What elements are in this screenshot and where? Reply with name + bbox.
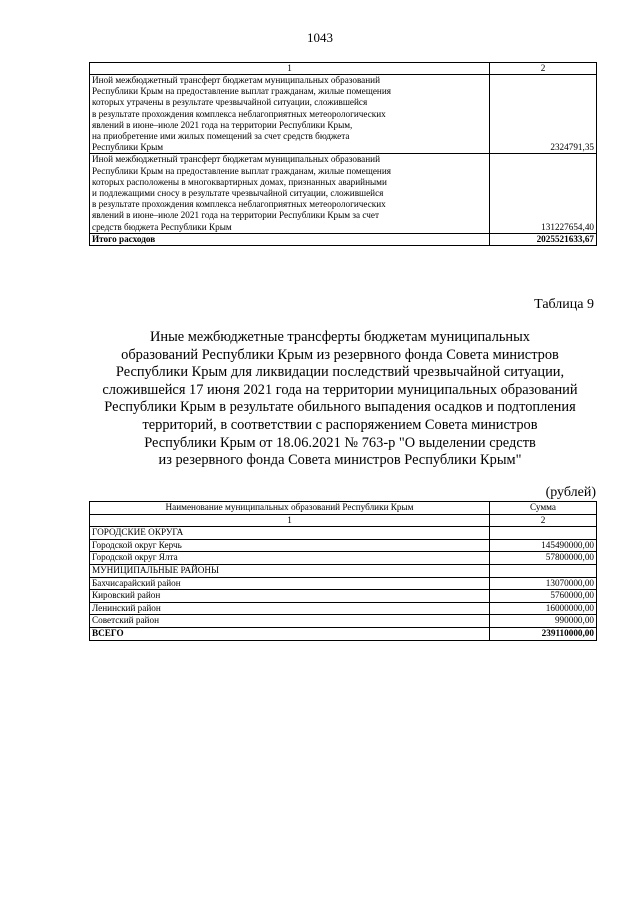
row-value: 5760000,00 [490, 590, 597, 603]
row-name: Ленинский район [90, 602, 490, 615]
description-line: Иной межбюджетный трансферт бюджетам муниципальных образований [92, 154, 380, 165]
table-header-row [90, 502, 597, 515]
table-number-row [90, 514, 597, 527]
heading-line: Республики Крым для ликвидации последствий чрезвычайной ситуации, [115, 364, 565, 381]
table-row [90, 552, 597, 565]
table-header-row [90, 63, 597, 75]
heading-line: Республики Крым в результате обильного выпадения осадков и подтопления [104, 399, 576, 416]
row-value: 57800000,00 [490, 552, 597, 565]
description-line: Иной межбюджетный трансферт бюджетам муниципальных образований [92, 75, 380, 85]
column-number-1: 1 [90, 63, 490, 75]
table-row [90, 154, 597, 233]
description-line: Республики Крым на предоставление выплат гражданам, жилые помещения [92, 165, 391, 176]
heading-line: из резервного фонда Совета министров Республики Крым" [158, 452, 522, 469]
description-line: средств бюджета Республики Крым [92, 221, 232, 232]
description-line: и подлежащими сносу в результате чрезвычайной ситуации, сложившейся [92, 188, 384, 199]
row-name: Городской округ Керчь [90, 539, 490, 552]
section-row [90, 527, 597, 540]
description-line: которых утрачены в результате чрезвычайной ситуации, сложившейся [92, 97, 368, 108]
description-line: явлений в июне–июле 2021 года на территории Республики Крым, [92, 119, 353, 130]
table-row [90, 539, 597, 552]
description-line: явлений в июне–июле 2021 года на территории Республики Крым за счет [92, 210, 379, 221]
description-line: в результате прохождения комплекса неблагоприятных метеорологических [92, 199, 386, 210]
table-row [90, 602, 597, 615]
heading-line: территорий, в соответствии с распоряжением Совета министров [142, 416, 538, 433]
column-number-1: 1 [90, 514, 490, 527]
row-value [490, 527, 597, 540]
row-value: 2324791,35 [490, 75, 597, 154]
row-name: Советский район [90, 615, 490, 628]
table-label: Таблица 9 [534, 297, 594, 312]
total-row [90, 627, 597, 640]
page-number: 1043 [307, 30, 333, 45]
column-number-2: 2 [490, 63, 597, 75]
description-line: Республики Крым [92, 142, 164, 153]
heading-line: образований Республики Крым из резервного фонда Совета министров [121, 346, 559, 363]
units-label: (рублей) [545, 485, 596, 500]
description-line: которых расположены в многоквартирных домах, признанных аварийными [92, 176, 387, 187]
description-line: Республики Крым на предоставление выплат гражданам, жилые помещения [92, 86, 391, 97]
column-number-2: 2 [490, 514, 597, 527]
table-row [90, 615, 597, 628]
row-description [90, 154, 490, 233]
row-name: ГОРОДСКИЕ ОКРУГА [90, 527, 490, 540]
section-row [90, 564, 597, 577]
row-value: 131227654,40 [490, 154, 597, 233]
heading-line: Республики Крым от 18.06.2021 № 763-р "О выделении средств [144, 434, 536, 451]
row-value [490, 564, 597, 577]
row-value: 990000,00 [490, 615, 597, 628]
table-row [90, 590, 597, 603]
row-name: Городской округ Ялта [90, 552, 490, 565]
column-header-sum: Сумма [490, 502, 597, 515]
heading-line: сложившейся 17 июня 2021 года на территории муниципальных образований [102, 381, 578, 398]
total-label: ВСЕГО [90, 627, 490, 640]
column-header-name: Наименование муниципальных образований Республики Крым [90, 502, 490, 515]
row-value: 16000000,00 [490, 602, 597, 615]
table-heading [80, 329, 600, 470]
total-value: 2025521633,67 [490, 233, 597, 245]
total-label: Итого расходов [90, 233, 490, 245]
total-value: 239110000,00 [490, 627, 597, 640]
heading-line: Иные межбюджетные трансферты бюджетам муниципальных [149, 329, 530, 345]
table-row [90, 577, 597, 590]
row-value: 145490000,00 [490, 539, 597, 552]
table-row [90, 75, 597, 154]
row-description [90, 75, 490, 154]
description-line: в результате прохождения комплекса неблагоприятных метеорологических [92, 108, 386, 119]
row-name: МУНИЦИПАЛЬНЫЕ РАЙОНЫ [90, 564, 490, 577]
row-value: 13070000,00 [490, 577, 597, 590]
total-row [90, 233, 597, 245]
expenses-table [89, 62, 597, 246]
description-line: на приобретение ими жилых помещений за счет средств бюджета [92, 131, 350, 142]
transfers-table [89, 501, 597, 641]
row-name: Кировский район [90, 590, 490, 603]
row-name: Бахчисарайский район [90, 577, 490, 590]
